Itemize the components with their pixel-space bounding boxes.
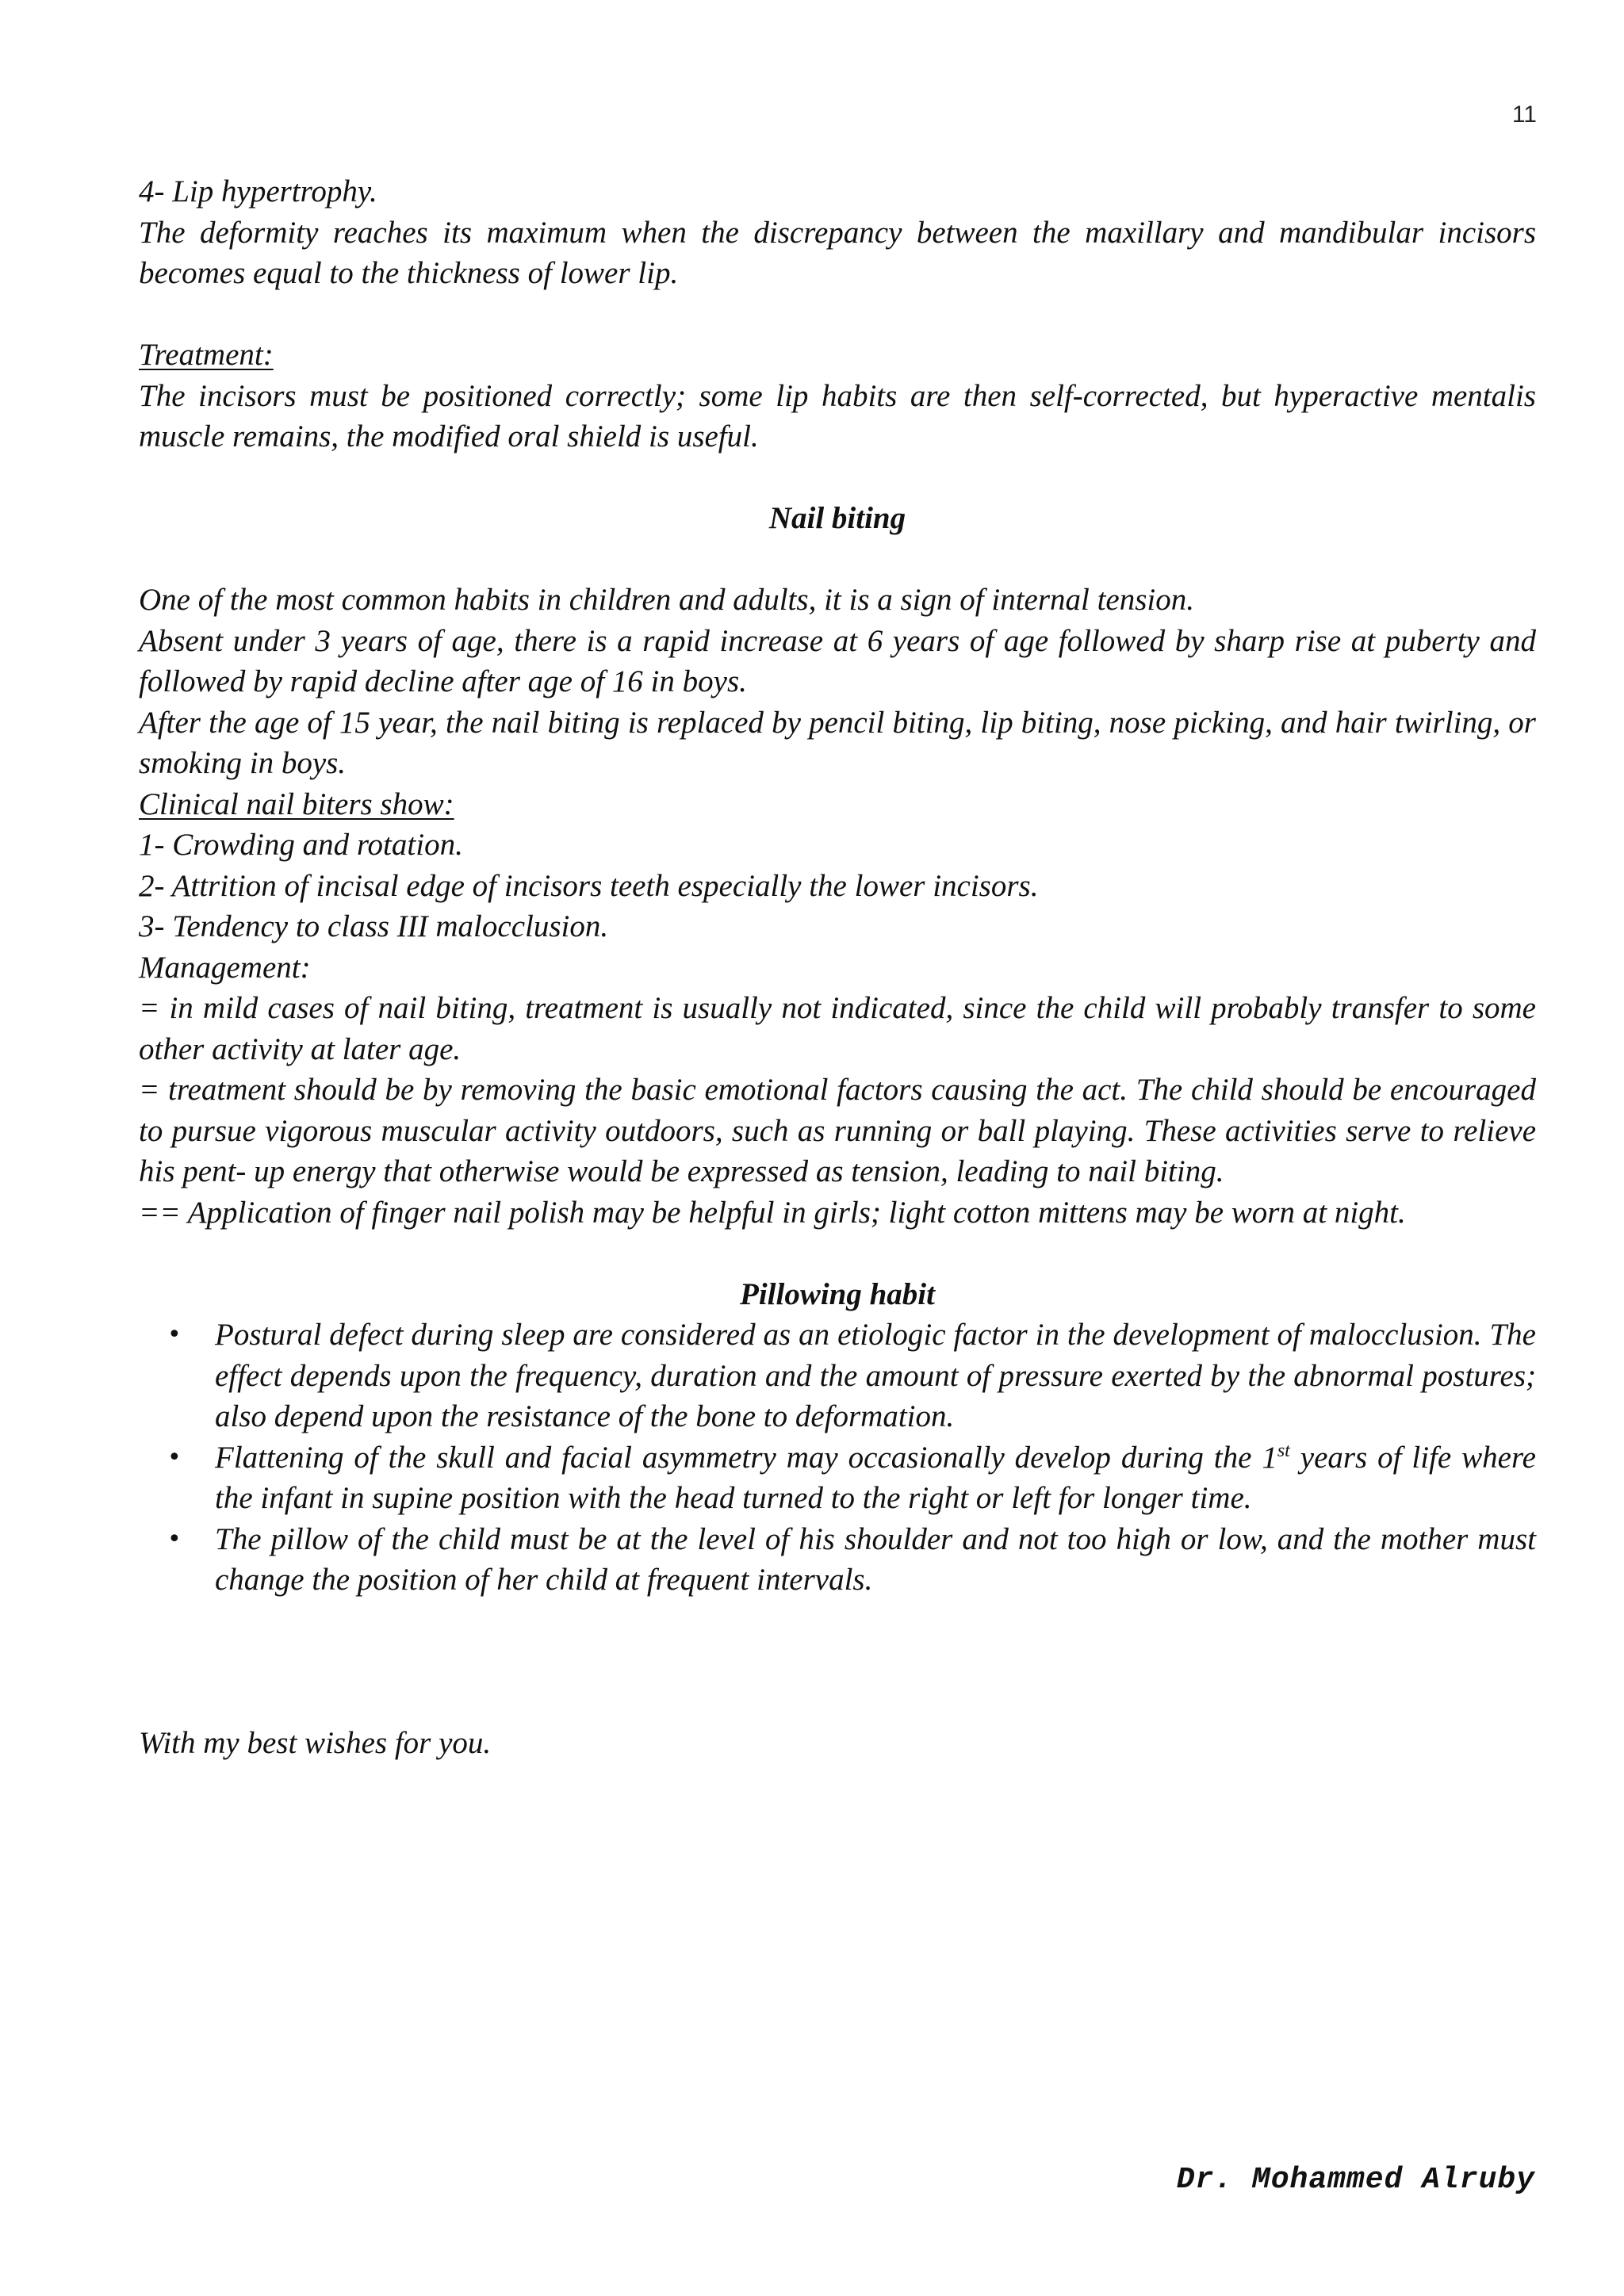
treatment-heading: Treatment:: [139, 338, 274, 372]
clinical-sign-2: 2- Attrition of incisal edge of incisors teeth especially the lower incisors.: [139, 868, 1039, 903]
pillowing-bullet-3-text: The pillow of the child must be at the level of his shoulder and not too high or low, and the mother must change the position of her child at frequent intervals.: [215, 1521, 1536, 1597]
list-item: [139, 1437, 1536, 1519]
spacer: [139, 539, 1536, 580]
list-item: [139, 1519, 1536, 1601]
pillowing-bullet-1-text: Postural defect during sleep are considered as an etiologic factor in the development of malocclusion. The effect depends upon the frequency, duration and the amount of pressure exerted by the abnormal postures; also depend upon the resistance of the bone to deformation.: [215, 1318, 1536, 1433]
spacer: [139, 1233, 1536, 1274]
pillowing-habit-heading: Pillowing habit: [740, 1276, 935, 1311]
superscript: st: [1277, 1440, 1290, 1461]
clinical-signs-heading: Clinical nail biters show:: [139, 786, 454, 821]
spacer: [139, 1682, 1536, 1724]
spacer: [139, 294, 1536, 335]
closing-line: With my best wishes for you.: [139, 1726, 492, 1760]
treatment-paragraph: The incisors must be positioned correctly; some lip habits are then self-corrected, but hyperactive mentalis muscle remains, the modified oral shield is useful.: [139, 378, 1536, 453]
pillowing-bullet-2-text: Flattening of the skull and facial asymmetry may occasionally develop during the 1st years of life where the infant in supine position with the head turned to the right or left for longer time.: [215, 1440, 1536, 1515]
nail-biting-paragraph-3: After the age of 15 year, the nail biting is replaced by pencil biting, lip biting, nose picking, and hair twirling, or smoking in boys.: [139, 705, 1536, 780]
clinical-sign-3: 3- Tendency to class III malocclusion.: [139, 909, 609, 943]
list-item: [139, 1314, 1536, 1437]
bullet-icon: •: [167, 1525, 182, 1553]
author-signature: Dr. Mohammed Alruby: [1176, 2163, 1535, 2197]
lip-deformity-paragraph: The deformity reaches its maximum when the discrepancy between the maxillary and mandibular incisors becomes equal to the thickness of lower lip.: [139, 215, 1536, 290]
pillowing-bullet-list: [139, 1314, 1536, 1601]
lip-item-4: 4- Lip hypertrophy.: [139, 174, 377, 209]
management-item-2: = treatment should be by removing the basic emotional factors causing the act. The child should be encouraged to pursue vigorous muscular activity outdoors, such as running or ball playing. These activities serve to relieve his pent- up energy that otherwise would be expressed as tension, leading to nail biting.: [139, 1073, 1536, 1188]
management-heading: Management:: [139, 950, 311, 985]
bullet-icon: •: [167, 1443, 182, 1471]
spacer: [139, 1601, 1536, 1642]
spacer: [139, 1641, 1536, 1682]
management-item-1: = in mild cases of nail biting, treatment is usually not indicated, since the child will probably transfer to some other activity at later age.: [139, 991, 1536, 1066]
page-number: 11: [1511, 101, 1537, 128]
page-body: [139, 171, 1536, 1764]
nail-biting-heading: Nail biting: [768, 501, 906, 535]
nail-biting-paragraph-1: One of the most common habits in children and adults, it is a sign of internal tension.: [139, 583, 1195, 617]
bullet-icon: •: [167, 1321, 182, 1349]
clinical-sign-1: 1- Crowding and rotation.: [139, 828, 463, 862]
spacer: [139, 457, 1536, 499]
management-item-3: == Application of finger nail polish may be helpful in girls; light cotton mittens may be worn at night.: [139, 1195, 1406, 1230]
nail-biting-paragraph-2: Absent under 3 years of age, there is a rapid increase at 6 years of age followed by sharp rise at puberty and followed by rapid decline after age of 16 in boys.: [139, 623, 1536, 698]
